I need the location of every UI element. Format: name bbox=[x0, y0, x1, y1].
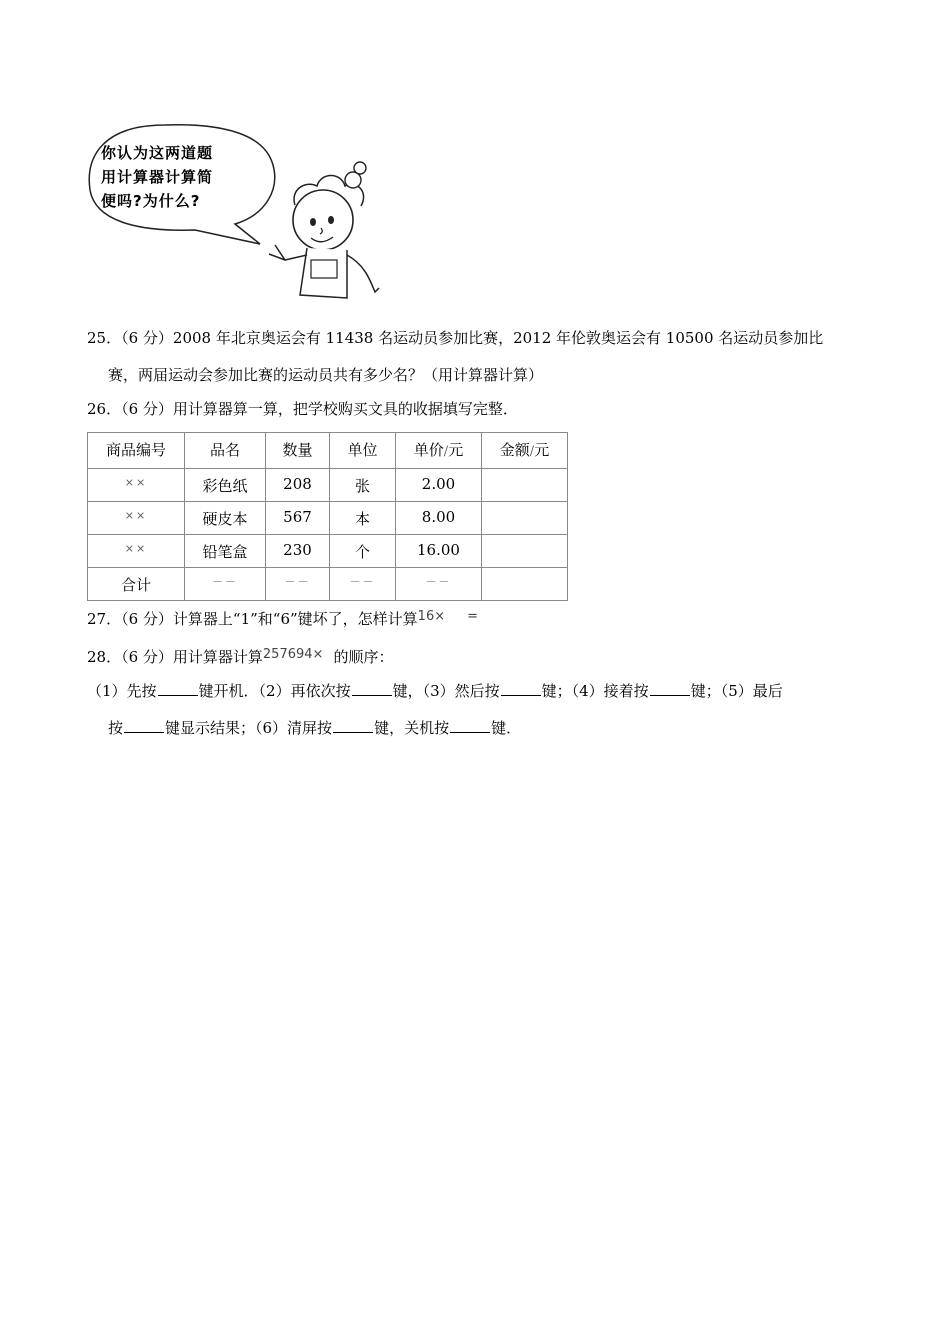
question-28-expression: 257694× bbox=[262, 647, 324, 662]
row-code: ×× bbox=[88, 535, 185, 568]
header-price-unit: 元 bbox=[448, 441, 464, 459]
question-28-text-after: 的顺序： bbox=[333, 648, 394, 666]
table-row bbox=[88, 469, 568, 502]
row-unit: 张 bbox=[330, 469, 396, 502]
header-name: 品名 bbox=[185, 433, 266, 469]
question-27-text: 27．（6 分）计算器上“1”和“6”键坏了，怎样计算 bbox=[87, 610, 418, 628]
header-price-label: 单价 bbox=[413, 441, 444, 459]
row-qty: 208 bbox=[266, 469, 330, 502]
question-25-line-2: 赛，两届运动会参加比赛的运动员共有多少名？（用计算器计算） bbox=[108, 366, 544, 384]
question-25-line-1: 25．（6 分）2008 年北京奥运会有 11438 名运动员参加比赛，2012 年伦敦奥运会有 10500 名运动员参加比 bbox=[87, 329, 824, 347]
bubble-text-line-2: 用计算器计算简 bbox=[101, 168, 214, 186]
total-dash-unit: －－ bbox=[330, 568, 396, 601]
row-price: 8.00 bbox=[396, 502, 482, 535]
table-total-row bbox=[88, 568, 568, 601]
table-header-row bbox=[88, 433, 568, 469]
row-name: 铅笔盒 bbox=[185, 535, 266, 568]
total-dash-price: －－ bbox=[396, 568, 482, 601]
row-amount-cell[interactable] bbox=[482, 502, 568, 535]
total-dash-qty: －－ bbox=[266, 568, 330, 601]
row-price: 16.00 bbox=[396, 535, 482, 568]
header-qty: 数量 bbox=[266, 433, 330, 469]
question-28-text: 28．（6 分）用计算器计算 bbox=[87, 648, 263, 666]
row-name: 彩色纸 bbox=[185, 469, 266, 502]
step-text: 键，（3）然后按 bbox=[392, 682, 500, 700]
answer-blank[interactable] bbox=[333, 718, 373, 733]
row-unit: 个 bbox=[330, 535, 396, 568]
slash-mark: / bbox=[443, 444, 449, 459]
slash-mark: / bbox=[529, 444, 535, 459]
header-unit: 单位 bbox=[330, 433, 396, 469]
step-text: 键开机．（2）再依次按 bbox=[198, 682, 351, 700]
question-28 bbox=[87, 646, 393, 670]
step-text: 键；（4）接着按 bbox=[541, 682, 649, 700]
step-text: 键． bbox=[491, 719, 522, 737]
header-price bbox=[396, 433, 482, 469]
question-28-steps-line-2 bbox=[108, 717, 521, 739]
question-27 bbox=[87, 608, 478, 632]
header-amount-unit: 元 bbox=[534, 441, 550, 459]
answer-blank[interactable] bbox=[158, 681, 198, 696]
question-27-expression: 16× bbox=[417, 609, 446, 624]
answer-blank[interactable] bbox=[352, 681, 392, 696]
header-amount bbox=[482, 433, 568, 469]
row-qty: 230 bbox=[266, 535, 330, 568]
question-27-equals: = bbox=[467, 609, 479, 624]
question-26-text: 26．（6 分）用计算器算一算，把学校购买文具的收据填写完整． bbox=[87, 400, 518, 418]
row-price: 2.00 bbox=[396, 469, 482, 502]
step-text: 键；（5）最后 bbox=[690, 682, 783, 700]
bubble-text-line-1: 你认为这两道题 bbox=[101, 144, 214, 162]
table-row bbox=[88, 535, 568, 568]
answer-blank[interactable] bbox=[450, 718, 490, 733]
row-code: ×× bbox=[88, 469, 185, 502]
table-row bbox=[88, 502, 568, 535]
total-dash-name: －－ bbox=[185, 568, 266, 601]
row-qty: 567 bbox=[266, 502, 330, 535]
answer-blank[interactable] bbox=[650, 681, 690, 696]
step-text: （1）先按 bbox=[87, 682, 157, 700]
row-code: ×× bbox=[88, 502, 185, 535]
cartoon-illustration bbox=[85, 120, 385, 305]
answer-blank[interactable] bbox=[124, 718, 164, 733]
step-text: 按 bbox=[108, 719, 124, 737]
header-code: 商品编号 bbox=[88, 433, 185, 469]
step-text: 键显示结果；（6）清屏按 bbox=[165, 719, 333, 737]
row-unit: 本 bbox=[330, 502, 396, 535]
question-28-steps-line-1 bbox=[87, 680, 783, 702]
answer-blank[interactable] bbox=[501, 681, 541, 696]
header-amount-label: 金额 bbox=[499, 441, 530, 459]
row-amount-cell[interactable] bbox=[482, 469, 568, 502]
bubble-text-line-3: 便吗?为什么? bbox=[101, 192, 201, 210]
total-amount-cell[interactable] bbox=[482, 568, 568, 601]
receipt-table bbox=[87, 432, 568, 601]
total-label: 合计 bbox=[88, 568, 185, 601]
step-text: 键，关机按 bbox=[374, 719, 450, 737]
row-amount-cell[interactable] bbox=[482, 535, 568, 568]
row-name: 硬皮本 bbox=[185, 502, 266, 535]
